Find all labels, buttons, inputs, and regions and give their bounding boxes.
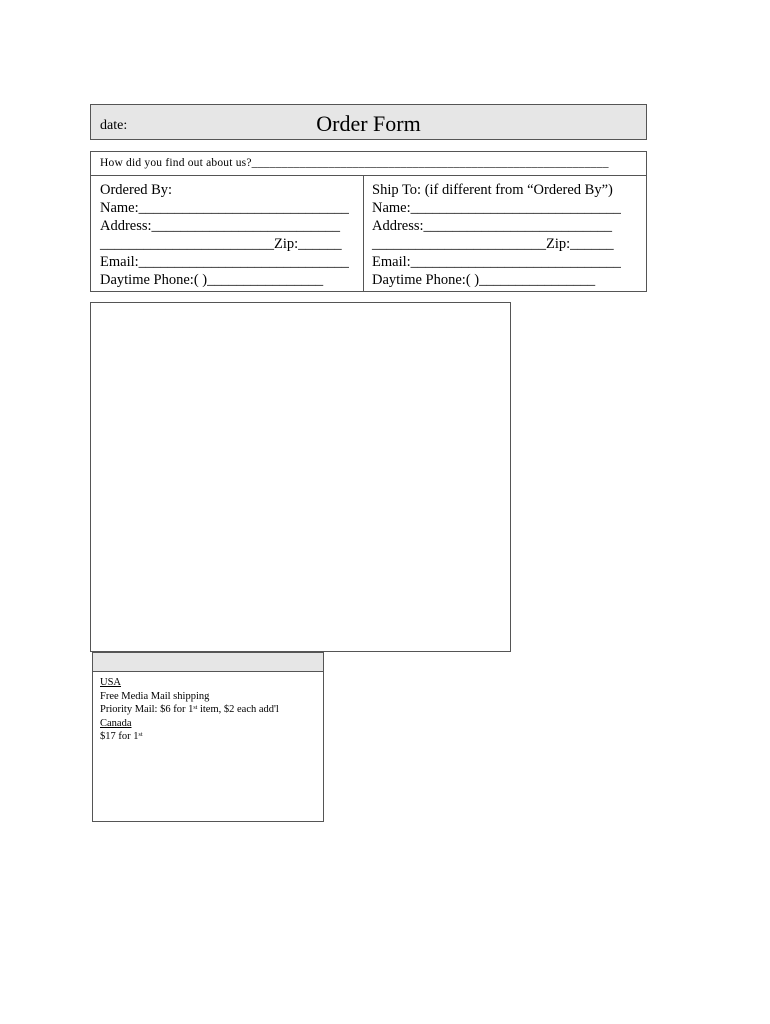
usa-media-mail-line: Free Media Mail shipping	[100, 690, 210, 702]
ship-to-address-field[interactable]: Address:__________________________	[372, 218, 613, 234]
page-title: Order Form	[316, 111, 421, 136]
ship-to-section	[372, 181, 632, 289]
date-label: date:	[100, 118, 128, 133]
order-items-area[interactable]	[90, 302, 511, 652]
ship-to-name-field[interactable]: Name:_____________________________	[372, 200, 621, 216]
usa-heading: USA	[100, 677, 122, 688]
ordered-by-email-field[interactable]: Email:_____________________________	[100, 254, 349, 270]
order-form-header	[90, 104, 647, 140]
referral-row	[90, 151, 647, 176]
address-block	[90, 175, 647, 292]
column-divider	[363, 176, 364, 291]
ordered-by-zip-field[interactable]: ________________________Zip:______	[100, 236, 342, 252]
ship-to-heading: Ship To: (if different from “Ordered By”)	[372, 182, 613, 198]
shipping-header-bar	[92, 652, 324, 672]
shipping-info-box	[92, 671, 324, 822]
referral-question[interactable]: How did you find out about us?____________________________________________________________	[100, 157, 609, 169]
ordered-by-section	[100, 181, 360, 289]
ship-to-phone-field[interactable]: Daytime Phone:( )________________	[372, 272, 596, 288]
ship-to-email-field[interactable]: Email:_____________________________	[372, 254, 621, 270]
priority-mail-line: Priority Mail: $6 for 1st item, $2 each add'l	[100, 704, 279, 716]
ordered-by-heading: Ordered By:	[100, 182, 173, 198]
canada-rate-line: $17 for 1st	[100, 731, 143, 743]
ordered-by-address-field[interactable]: Address:__________________________	[100, 218, 341, 234]
ship-to-zip-field[interactable]: ________________________Zip:______	[372, 236, 614, 252]
canada-heading: Canada	[100, 717, 132, 729]
ordered-by-phone-field[interactable]: Daytime Phone:( )________________	[100, 272, 324, 288]
ordered-by-name-field[interactable]: Name:_____________________________	[100, 200, 349, 216]
